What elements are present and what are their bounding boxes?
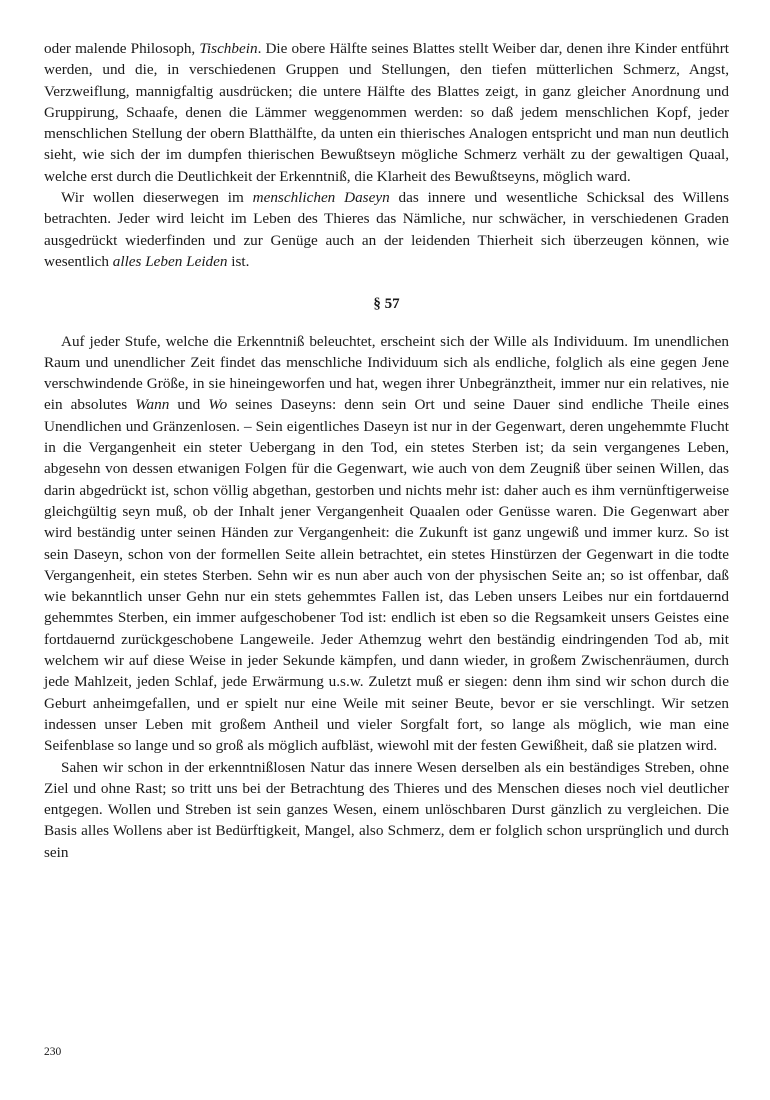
- section-heading: § 57: [373, 296, 400, 313]
- paragraph-4-text-a: Sahen wir schon in der erkenntnißlosen Natur das innere Wesen derselben als ein beständiges Streben, ohne Ziel und ohne Rast; so tritt uns bei der Betrachtung des Thieres und des Menschen dieses noch viel deutlicher entgegen. Wollen und Streben ist sein ganzes Wesen, einem unlöschbaren Durst gänzlich zu vergleichen. Die Basis alles Wollens aber ist Bedürftigkeit, Mangel, also Schmerz, dem er folglich schon ursprünglich und durch sein: [44, 758, 729, 861]
- paragraph-1-text-b: . Die obere Hälfte seines Blattes stellt Weiber dar, denen ihre Kinder entführt werden, und die, in verschiedenen Gruppen und Stellungen, den tiefen mütterlichen Schmerz, Angst, Verzweiflung, mannigfaltig ausdrücken; die untere Hälfte des Blattes zeigt, in ganz gleicher Anordnung und Gruppirung, Schaafe, denen die Lämmer weggenommen werden: so daß jedem menschlichen Kopf, jeder menschlichen Stellung der obern Blatthälfte, da unten ein thierisches Analogen entspricht und man nun deutlich sieht, wie sich der im dumpfen thierischen Bewußtseyn mögliche Schmerz verhält zu der gewaltigen Quaal, welche erst durch die Deutlichkeit der Erkenntniß, die Klarheit des Bewußtseyns, möglich ward.: [44, 40, 729, 185]
- paragraph-1: [44, 38, 729, 187]
- paragraph-2-text-b: das innere und wesentliche Schicksal des Willens betrachten. Jeder wird leicht im Leben des Thieres das Nämliche, nur schwächer, in verschiedenen Graden ausgedrückt wiederfinden und zur Genüge auch an der leidenden Thierheit sich überzeugen können, wie wesentlich: [44, 189, 729, 270]
- paragraph-1-text-a: oder malende Philosoph,: [44, 40, 200, 57]
- paragraph-2-text-a: Wir wollen dieserwegen im: [61, 189, 253, 207]
- paragraph-4: [44, 757, 729, 863]
- paragraph-2-emphasis-alles-leben-leiden: alles Leben Leiden: [112, 252, 228, 270]
- paragraph-1-emphasis-tischbein: Tischbein: [199, 40, 258, 57]
- paragraph-3-emphasis-wann: Wann: [135, 396, 170, 414]
- page-body: [44, 38, 729, 863]
- paragraph-2-text-c: ist.: [227, 252, 250, 270]
- paragraph-3-text-b: und: [169, 396, 209, 414]
- paragraph-3-text-a: Auf jeder Stufe, welche die Erkenntniß beleuchtet, erscheint sich der Wille als Individuum. Im unendlichen Raum und unendlicher Zeit findet das menschliche Individuum sich als endliche, folglich als eine gegen Jene verschwindende Größe, in sie hineingeworfen und hat, wegen ihrer Unbegränztheit, immer nur ein relatives, nie ein absolutes: [44, 332, 729, 414]
- paragraph-3-text-c: seines Daseyns: denn sein Ort und seine Dauer sind endliche Theile eines Unendlichen und Gränzenlosen. – Sein eigentliches Daseyn ist nur in der Gegenwart, deren ungehemmte Flucht in die Vergangenheit ein steter Uebergang in den Tod, ein stetes Sterben ist; da sein vergangenes Leben, abgesehn von dessen etwanigen Folgen für die Gegenwart, wie auch von dem Zeugniß über seinen Willen, das darin abgedrückt ist, schon völlig abgethan, gestorben und nichts mehr ist: daher auch es ihm vernünftigerweise gleichgültig seyn muß, ob der Inhalt jener Vergangenheit Quaalen oder Genüsse waren. Die Gegenwart aber wird beständig unter seinen Händen zur Vergangenheit: die Zukunft ist ganz ungewiß und immer kurz. So ist sein Daseyn, schon von der formellen Seite allein betrachtet, ein stetes Hinstürzen der Gegenwart in die todte Vergangenheit, ein stetes Sterben. Sehn wir es nun aber auch von der physischen Seite an; so ist offenbar, daß wie bekanntlich unser Gehn nur ein stets gehemmtes Fallen ist, das Leben unsers Leibes nur ein fortdauernd gehemmtes Sterben, ein immer aufgeschobener Tod ist: endlich ist eben so die Regsamkeit unsers Geistes eine fortdauernd zurückgeschobene Langeweile. Jeder Athemzug wehrt den beständig eindringenden Tod ab, mit welchem wir auf diese Weise in jeder Sekunde kämpfen, und dann wieder, in großem Zwischenräumen, durch jede Mahlzeit, jeden Schlaf, jede Erwärmung u.s.w. Zuletzt muß er siegen: denn ihm sind wir schon durch die Geburt anheimgefallen, und er spielt nur eine Weile mit seiner Beute, bevor er sie verschlingt. Wir setzen indessen unser Leben mit großem Antheil und vieler Sorgfalt fort, so lange als möglich, wie man eine Seifenblase so lange und so groß als möglich aufbläst, wiewohl mit der festen Gewißheit, daß sie platzen wird.: [44, 396, 729, 755]
- paragraph-2-emphasis-menschlichen-daseyn: menschlichen Daseyn: [252, 189, 390, 207]
- paragraph-2: [44, 187, 729, 272]
- paragraph-3-emphasis-wo: Wo: [208, 396, 228, 414]
- paragraph-3: [44, 331, 729, 757]
- page-number: 230: [44, 1046, 62, 1058]
